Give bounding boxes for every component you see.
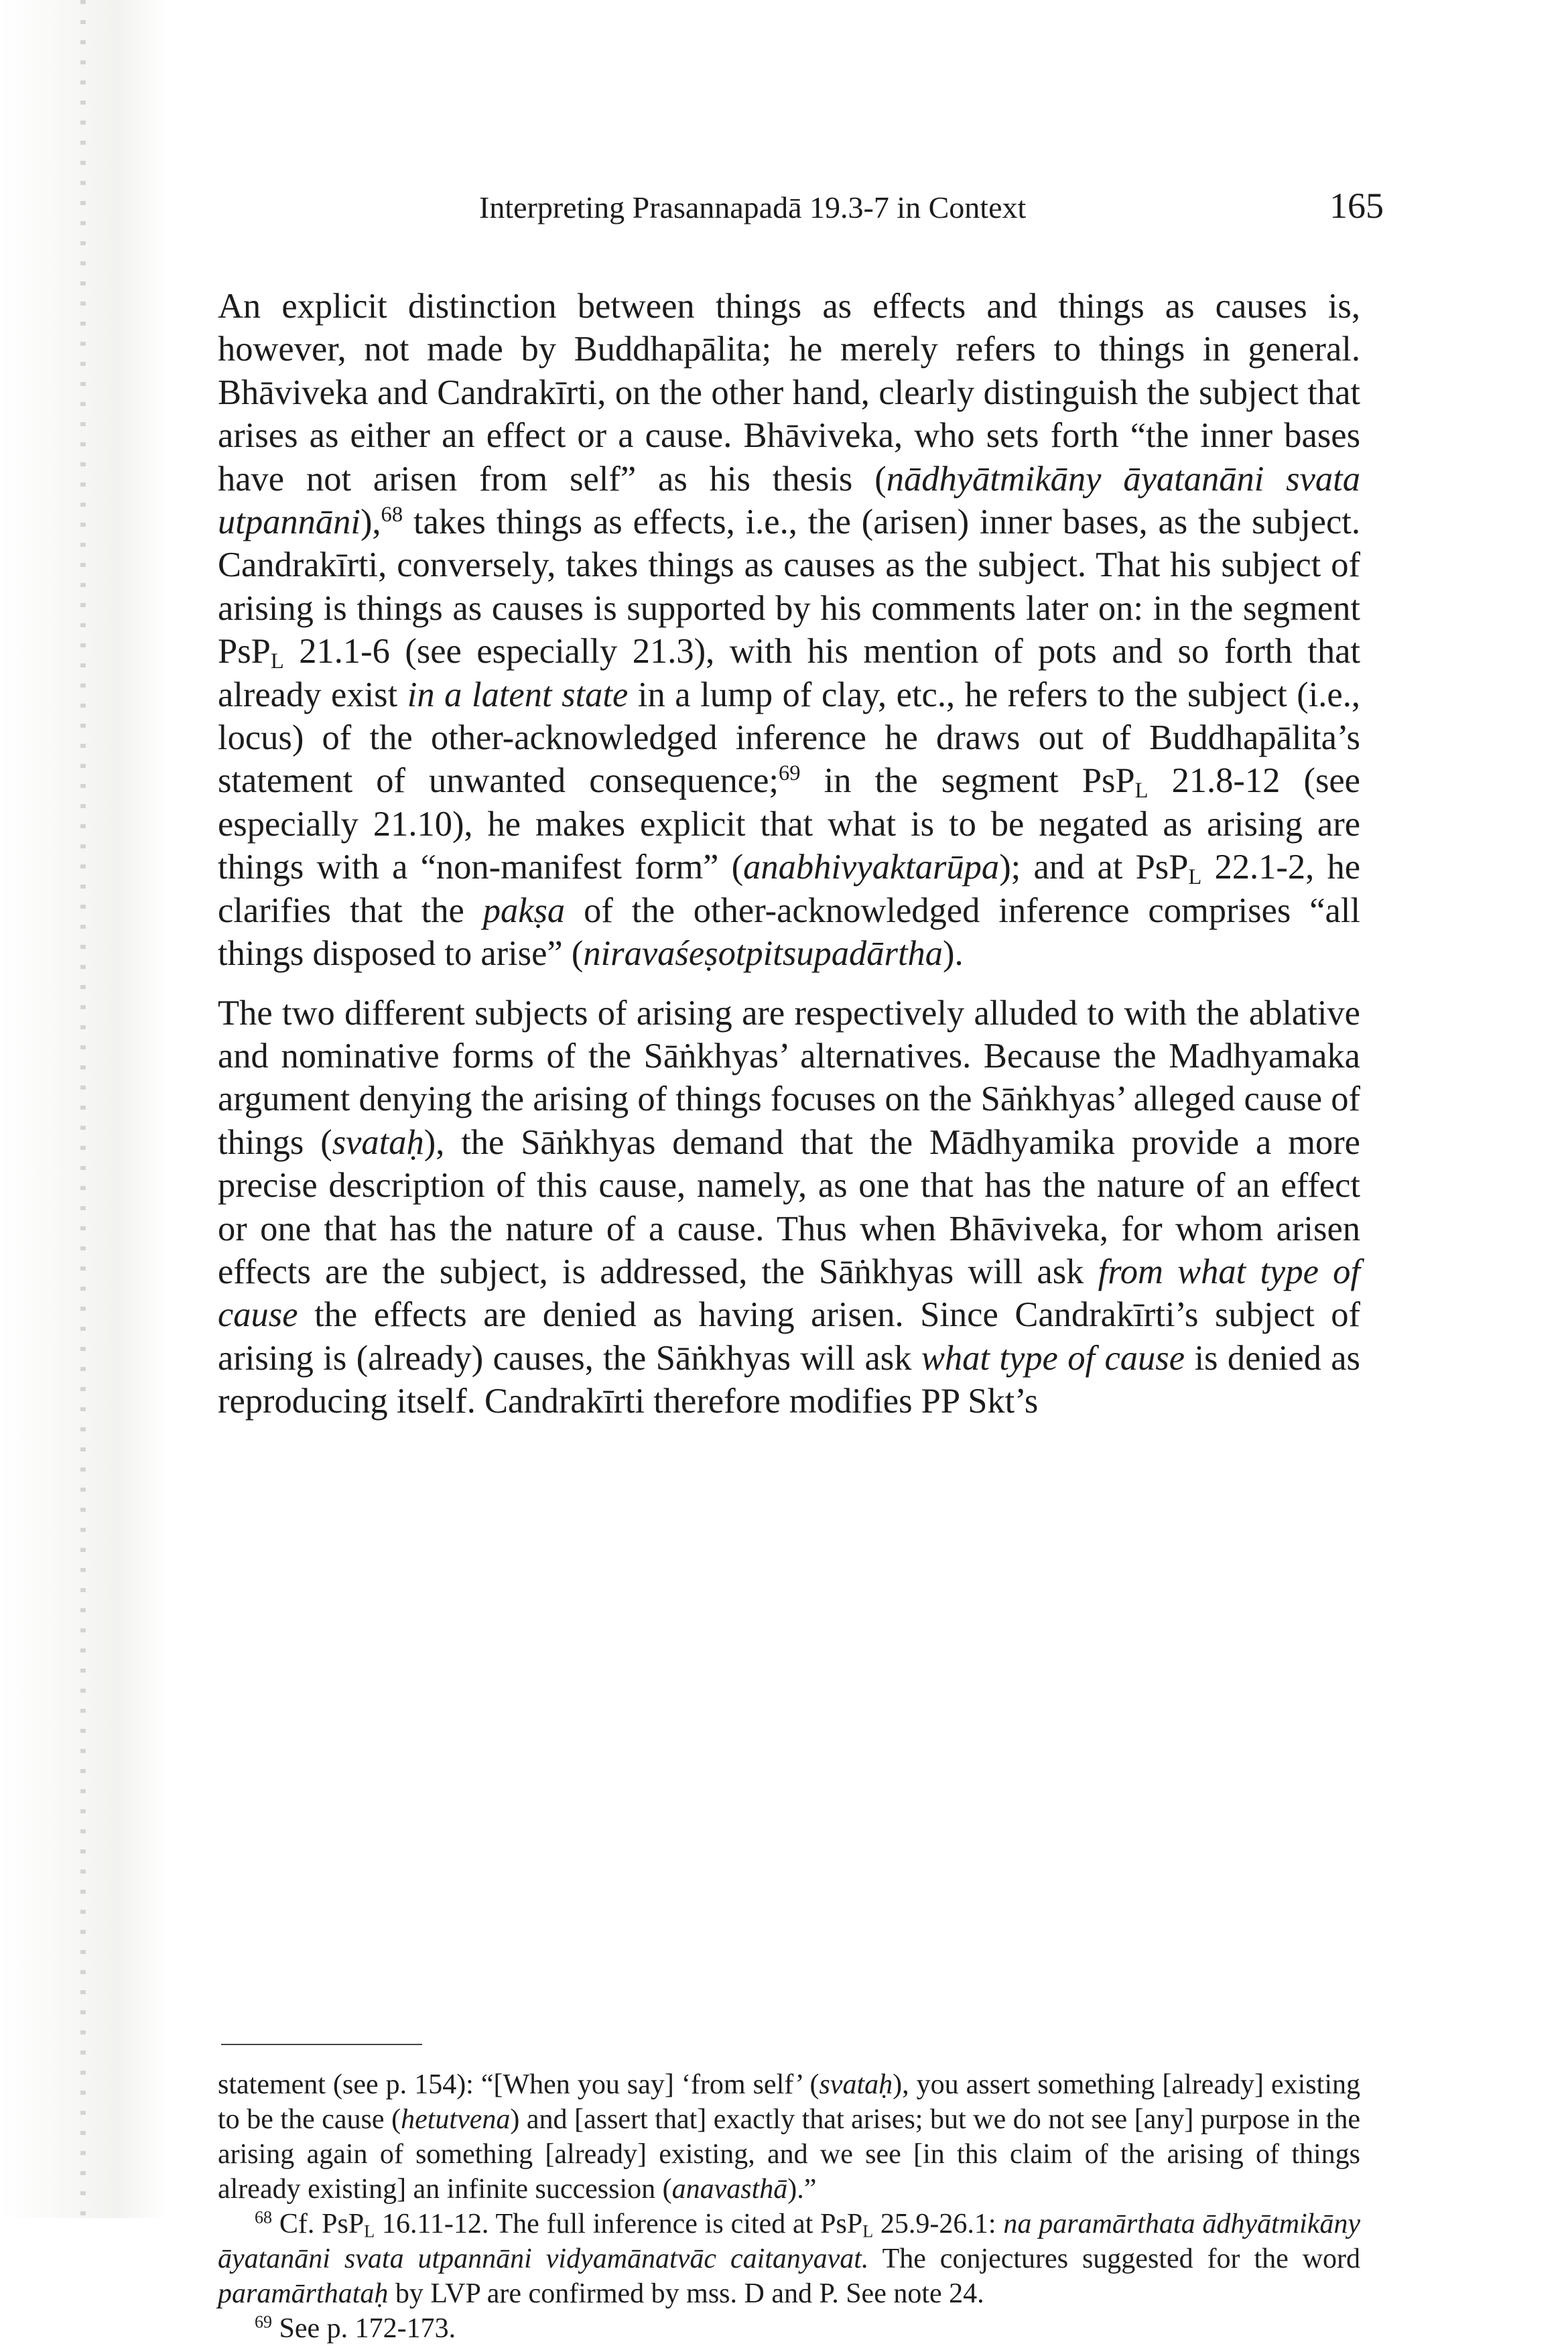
footnote-68: $^{68}$ Cf. PsP$_L$ 16.11-12. The full inference is cited at PsP$_L$ 25.9-26.1: na paramārthata ādhyātmikāny āyatanāni svata utpannāni vidyamānatvāc caitanyavat. The conjectures suggested for the word paramārthataḥ by LVP are confirmed by mss. D and P. See note 24.	[218, 2207, 1361, 2309]
running-head: Interpreting Prasannapadā 19.3-7 in Context	[479, 190, 1027, 224]
footnote-continued: statement (see p. 154): “[When you say] ‘from self’ (svataḥ), you assert something [already] existing to be the cause (hetutvena) and [assert that] exactly that arises; but we do not see [any] purpose in the arising again of something [already] existing, and we see [in this claim of the arising of things already existing] an infinite succession (anavasthā).”	[218, 2069, 1360, 2205]
footnote-ref-69[interactable]: 69	[779, 761, 801, 786]
page-number: 165	[1329, 186, 1384, 226]
paragraph-1: An explicit distinction between things as effects and things as causes is, however, not made by Buddhapālita; he merely refers to things in general. Bhāviveka and Candrakīrti, on the other hand, clearly distinguish the subject that arises as either an effect or a cause. Bhāviveka, who sets forth “the inner bases have not arisen from self” as his thesis (nādhyātmikāny āyatanāni svata utpannāni),$^{68}$ takes things as effects, i.e., the (arisen) inner bases, as the subject. Candrakīrti, conversely, takes things as causes as the subject. That his subject of arising is things as causes is supported by his comments later on: in the segment PsP$_L$ 21.1-6 (see especially 21.3), with his mention of pots and so forth that already exist in a latent state in a lump of clay, etc., he refers to the subject (i.e., locus) of the other-acknowledged inference he draws out of Buddhapālita’s statement of unwanted consequence;$^{69}$ in the segment PsP$_L$ 21.8-12 (see especially 21.10), he makes explicit that what is to be negated as arising are things with a “non-manifest form” (anabhivyaktarūpa); and at PsP$_L$ 22.1-2, he clarifies that the pakṣa of the other-acknowledged inference comprises “all things disposed to arise” (niravaśeṣotpitsupadārtha).	[218, 287, 1360, 974]
footnote-ref-68[interactable]: 68	[381, 503, 403, 527]
page-binding-edge	[0, 0, 168, 2218]
footnote-69: $^{69}$ See p. 172-173.	[255, 2312, 456, 2344]
footnote-number: 69	[255, 2312, 273, 2332]
footnote-number: 68	[255, 2207, 273, 2227]
paragraph-2: The two different subjects of arising are respectively alluded to with the ablative and nominative forms of the Sāṅkhyas’ alternatives. Because the Madhyamaka argument denying the arising of things focuses on the Sāṅkhyas’ alleged cause of things (svataḥ), the Sāṅkhyas demand that the Mādhyamika provide a more precise description of this cause, namely, as one that has the nature of an effect or one that has the nature of a cause. Thus when Bhāviveka, for whom arisen effects are the subject, is addressed, the Sāṅkhyas will ask from what type of cause the effects are denied as having arisen. Since Candrakīrti’s subject of arising is (already) causes, the Sāṅkhyas will ask what type of cause is denied as reproducing itself. Candrakīrti therefore modifies PP Skt’s	[218, 993, 1360, 1421]
footnotes	[218, 2067, 1360, 2346]
main-text	[218, 285, 1360, 1439]
footnote-separator	[221, 2044, 422, 2045]
